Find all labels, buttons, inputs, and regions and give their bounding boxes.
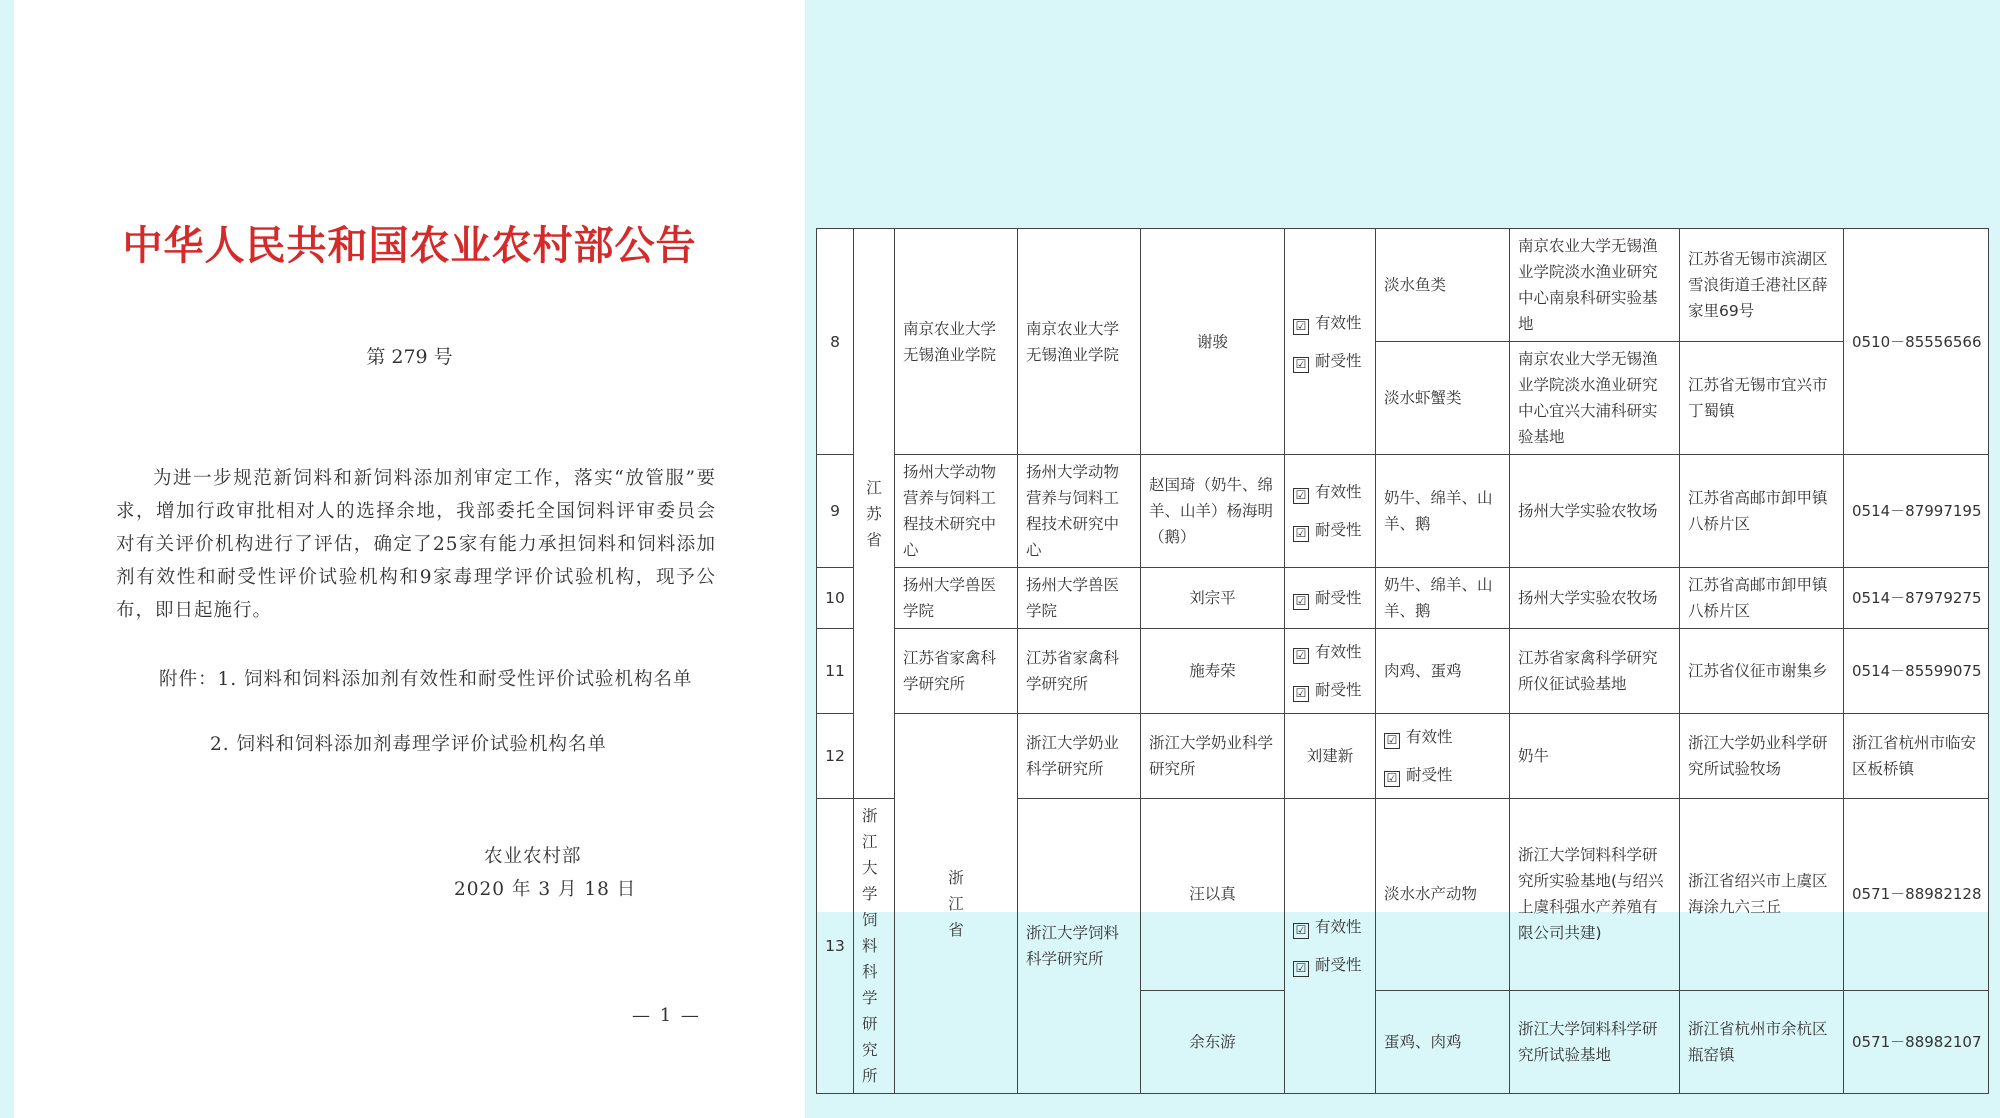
test-type-cell <box>1376 714 1510 799</box>
test-type-effectiveness: ☑ 有效性 <box>1293 473 1367 511</box>
table-row <box>817 455 1989 568</box>
checkbox-icon: ☑ <box>1293 319 1309 335</box>
address-cell: 浙江省杭州市临安区板桥镇 <box>1844 714 1989 799</box>
unit-cell: 浙江大学饲料科学研究所 <box>1018 799 1141 1094</box>
animal-cell: 奶牛、绵羊、山羊、鹅 <box>1376 568 1510 629</box>
checkbox-icon: ☑ <box>1384 771 1400 787</box>
notice-page <box>14 0 805 1118</box>
address-cell: 江苏省仪征市谢集乡 <box>1680 629 1844 714</box>
phone-cell: 0514－87979275 <box>1844 568 1989 629</box>
unit-cell: 江苏省家禽科学研究所 <box>1018 629 1141 714</box>
test-type-cell <box>1285 629 1376 714</box>
base-cell: 南京农业大学无锡渔业学院淡水渔业研究中心南泉科研实验基地 <box>1510 229 1680 342</box>
row-number: 10 <box>817 568 854 629</box>
applicant-cell: 浙江大学奶业科学研究所 <box>1018 714 1141 799</box>
address-cell: 江苏省高邮市卸甲镇八桥片区 <box>1680 455 1844 568</box>
unit-cell: 扬州大学动物营养与饲料工程技术研究中心 <box>1018 455 1141 568</box>
institution-table <box>816 228 1989 1094</box>
phone-cell: 0571－88982128 <box>1844 799 1989 991</box>
person-cell: 汪以真 <box>1141 799 1285 991</box>
attachment-1-text: 1. 饲料和饲料添加剂有效性和耐受性评价试验机构名单 <box>217 669 693 690</box>
attachment-2: 2. 饲料和饲料添加剂毒理学评价试验机构名单 <box>210 734 608 755</box>
address-cell: 江苏省高邮市卸甲镇八桥片区 <box>1680 568 1844 629</box>
notice-number: 第 279 号 <box>366 346 453 368</box>
base-cell: 浙江大学奶业科学研究所试验牧场 <box>1680 714 1844 799</box>
base-cell: 浙江大学饲料科学研究所试验基地 <box>1510 990 1680 1093</box>
address-cell: 江苏省无锡市滨湖区雪浪街道壬港社区薛家里69号 <box>1680 229 1844 342</box>
checkbox-icon: ☑ <box>1384 733 1400 749</box>
base-cell: 浙江大学饲料科学研究所实验基地(与绍兴上虞科强水产养殖有限公司共建) <box>1510 799 1680 991</box>
signature-org: 农业农村部 <box>484 846 582 867</box>
address-cell: 江苏省无锡市宜兴市丁蜀镇 <box>1680 342 1844 455</box>
applicant-cell: 浙江大学饲料科学研究所 <box>854 799 895 1094</box>
animal-cell: 奶牛 <box>1510 714 1680 799</box>
test-type-tolerance: ☑ 耐受性 <box>1293 579 1367 617</box>
phone-cell: 0514－85599075 <box>1844 629 1989 714</box>
unit-cell: 南京农业大学无锡渔业学院 <box>1018 229 1141 455</box>
test-type-effectiveness: ☑ 有效性 <box>1293 908 1367 946</box>
row-number: 8 <box>817 229 854 455</box>
person-cell: 余东游 <box>1141 990 1285 1093</box>
checkbox-icon: ☑ <box>1293 648 1309 664</box>
checkbox-icon: ☑ <box>1293 923 1309 939</box>
institution-table-image <box>816 228 1988 1085</box>
test-type-effectiveness: ☑ 有效性 <box>1293 633 1367 671</box>
person-cell: 谢骏 <box>1141 229 1285 455</box>
animal-cell: 肉鸡、蛋鸡 <box>1376 629 1510 714</box>
test-type-tolerance: ☑ 耐受性 <box>1384 756 1501 794</box>
person-cell: 赵国琦（奶牛、绵羊、山羊）杨海明（鹅） <box>1141 455 1285 568</box>
table-row <box>817 714 1989 799</box>
test-type-effectiveness: ☑ 有效性 <box>1293 304 1367 342</box>
test-type-cell <box>1285 799 1376 1094</box>
unit-cell: 扬州大学兽医学院 <box>1018 568 1141 629</box>
applicant-cell: 江苏省家禽科学研究所 <box>895 629 1018 714</box>
table-row <box>817 229 1989 342</box>
animal-cell: 奶牛、绵羊、山羊、鹅 <box>1376 455 1510 568</box>
test-type-effectiveness: ☑ 有效性 <box>1384 718 1501 756</box>
applicant-cell: 南京农业大学无锡渔业学院 <box>895 229 1018 455</box>
animal-cell: 蛋鸡、肉鸡 <box>1376 990 1510 1093</box>
phone-cell: 0510－85556566 <box>1844 229 1989 455</box>
signature-date: 2020 年 3 月 18 日 <box>454 879 637 900</box>
applicant-cell: 扬州大学兽医学院 <box>895 568 1018 629</box>
row-number: 13 <box>817 799 854 1094</box>
base-cell: 扬州大学实验农牧场 <box>1510 455 1680 568</box>
animal-cell: 淡水鱼类 <box>1376 229 1510 342</box>
test-type-cell <box>1285 568 1376 629</box>
test-type-cell <box>1285 455 1376 568</box>
test-type-tolerance: ☑ 耐受性 <box>1293 946 1367 984</box>
row-number: 11 <box>817 629 854 714</box>
test-type-tolerance: ☑ 耐受性 <box>1293 342 1367 380</box>
test-type-tolerance: ☑ 耐受性 <box>1293 511 1367 549</box>
table-row <box>817 629 1989 714</box>
phone-cell: 0571－88982107 <box>1844 990 1989 1093</box>
notice-body: 为进一步规范新饲料和新饲料添加剂审定工作，落实“放管服”要求，增加行政审批相对人的选择余地，我部委托全国饲料评审委员会对有关评价机构进行了评估，确定了25家有能力承担饲料和饲料添加剂有效性和耐受性评价试验机构和9家毒理学评价试验机构，现予公布，即日起施行。 <box>116 468 716 621</box>
base-cell: 南京农业大学无锡渔业学院淡水渔业研究中心宜兴大浦科研实验基地 <box>1510 342 1680 455</box>
base-cell: 江苏省家禽科学研究所仪征试验基地 <box>1510 629 1680 714</box>
person-cell: 刘宗平 <box>1141 568 1285 629</box>
attachment-prefix: 附件： <box>159 669 218 690</box>
unit-cell: 浙江大学奶业科学研究所 <box>1141 714 1285 799</box>
checkbox-icon: ☑ <box>1293 357 1309 373</box>
page-number: — 1 — <box>632 1005 701 1026</box>
phone-cell: 0514－87997195 <box>1844 455 1989 568</box>
attachment-1 <box>159 663 719 696</box>
checkbox-icon: ☑ <box>1293 488 1309 504</box>
applicant-cell: 扬州大学动物营养与饲料工程技术研究中心 <box>895 455 1018 568</box>
animal-cell: 淡水虾蟹类 <box>1376 342 1510 455</box>
test-type-tolerance: ☑ 耐受性 <box>1293 671 1367 709</box>
person-cell: 刘建新 <box>1285 714 1376 799</box>
table-row <box>817 568 1989 629</box>
person-cell: 施寿荣 <box>1141 629 1285 714</box>
left-margin <box>0 0 14 1118</box>
animal-cell: 淡水水产动物 <box>1376 799 1510 991</box>
checkbox-icon: ☑ <box>1293 526 1309 542</box>
checkbox-icon: ☑ <box>1293 961 1309 977</box>
notice-title: 中华人民共和国农业农村部公告 <box>122 222 697 269</box>
province-zhejiang: 浙江省 <box>895 714 1018 1094</box>
checkbox-icon: ☑ <box>1293 594 1309 610</box>
checkbox-icon: ☑ <box>1293 686 1309 702</box>
row-number: 9 <box>817 455 854 568</box>
row-number: 12 <box>817 714 854 799</box>
test-type-cell <box>1285 229 1376 455</box>
address-cell: 浙江省绍兴市上虞区海涂九六三丘 <box>1680 799 1844 991</box>
address-cell: 浙江省杭州市余杭区瓶窑镇 <box>1680 990 1844 1093</box>
base-cell: 扬州大学实验农牧场 <box>1510 568 1680 629</box>
province-jiangsu: 江苏省 <box>854 229 895 799</box>
